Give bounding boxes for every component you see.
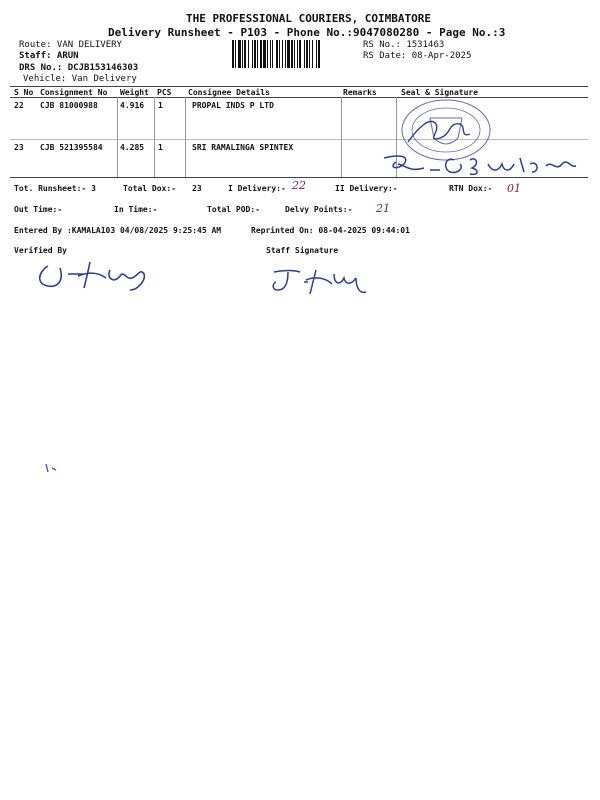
runsheet-title: Delivery Runsheet - P103 - Phone No.:9047080280 - Page No.:3 — [108, 26, 506, 39]
barcode-bar — [238, 40, 241, 68]
row-consignment: CJB 81000988 — [40, 101, 98, 110]
delvy-points-label: Delvy Points:- — [285, 205, 353, 214]
total-dox-value: 23 — [192, 184, 202, 193]
total-dox-label: Total Dox:- — [123, 184, 176, 193]
barcode-bar — [242, 40, 243, 68]
col-divider — [185, 97, 186, 177]
barcode-bar — [299, 40, 301, 68]
barcode-bar — [263, 40, 266, 68]
row-weight: 4.285 — [120, 143, 145, 152]
barcode-bar — [270, 40, 271, 68]
row-pcs: 1 — [158, 101, 163, 110]
col-header-weight: Weight — [120, 88, 149, 97]
route-label: Route: VAN DELIVERY — [19, 40, 122, 50]
out-time-label: Out Time:- — [14, 205, 63, 214]
barcode — [232, 40, 358, 68]
col-divider — [117, 97, 118, 177]
rtn-dox-label: RTN Dox:- — [449, 184, 493, 193]
rs-number: RS No.: 1531463 — [363, 40, 445, 50]
vehicle-label: Vehicle: Van Delivery — [23, 74, 137, 84]
staff-label: Staff: ARUN — [19, 51, 79, 61]
reprinted-on: Reprinted On: 08-04-2025 09:44:01 — [251, 226, 410, 235]
barcode-bar — [257, 40, 258, 68]
rs-date: RS Date: 08-Apr-2025 — [363, 51, 472, 61]
row-consignee: PROPAL INDS P LTD — [192, 101, 274, 110]
barcode-bar — [309, 40, 310, 68]
barcode-bar — [304, 40, 305, 68]
table-row-rule — [10, 139, 588, 140]
barcode-bar — [260, 40, 262, 68]
table-header-rule — [10, 97, 588, 98]
barcode-bar — [232, 40, 234, 68]
barcode-bar — [297, 40, 298, 68]
barcode-bar — [312, 40, 313, 68]
in-time-label: In Time:- — [114, 205, 158, 214]
col-header-seal-signature: Seal & Signature — [401, 88, 479, 97]
barcode-bar — [252, 40, 253, 68]
table-top-rule — [10, 86, 588, 87]
barcode-bar — [285, 40, 286, 68]
staff-signature — [270, 264, 370, 298]
company-name: THE PROFESSIONAL COURIERS, COIMBATORE — [186, 12, 432, 25]
barcode-bar — [287, 40, 290, 68]
col-header-remarks: Remarks — [343, 88, 377, 97]
col-header-sno: S No — [14, 88, 34, 97]
delvy-points-handwritten: 21 — [376, 202, 390, 215]
pen-mark — [44, 462, 60, 474]
row-weight: 4.916 — [120, 101, 145, 110]
row-consignee: SRI RAMALINGA SPINTEX — [192, 143, 294, 152]
col-divider — [154, 97, 155, 177]
row-sno: 22 — [14, 101, 24, 110]
barcode-bar — [316, 40, 317, 68]
handwritten-note — [380, 150, 590, 184]
barcode-bar — [272, 40, 273, 68]
row-sno: 23 — [14, 143, 24, 152]
total-pod-label: Total POD:- — [207, 205, 260, 214]
barcode-bar — [267, 40, 268, 68]
barcode-bar — [254, 40, 256, 68]
barcode-bar — [244, 40, 246, 68]
barcode-bar — [235, 40, 236, 68]
rtn-dox-handwritten: 01 — [507, 182, 521, 195]
verified-by-signature — [34, 258, 164, 294]
entered-by: Entered By :KAMALA103 04/08/2025 9:25:45 AM — [14, 226, 222, 235]
barcode-bar — [291, 40, 293, 68]
staff-signature-label: Staff Signature — [266, 246, 339, 255]
barcode-bar — [276, 40, 278, 68]
col-header-pcs: PCS — [157, 88, 172, 97]
i-delivery-handwritten: 22 — [292, 179, 306, 192]
barcode-bar — [294, 40, 295, 68]
row-pcs: 1 — [158, 143, 163, 152]
col-header-consignee: Consignee Details — [188, 88, 270, 97]
row-consignment: CJB 521395584 — [40, 143, 103, 152]
col-divider — [341, 97, 342, 177]
ii-delivery-label: II Delivery:- — [335, 184, 398, 193]
col-header-consignment: Consignment No — [40, 88, 108, 97]
drs-number: DRS No.: DCJB153146303 — [19, 63, 139, 73]
verified-by-label: Verified By — [14, 246, 67, 255]
barcode-bar — [318, 40, 320, 68]
barcode-bar — [282, 40, 283, 68]
barcode-bar — [248, 40, 249, 68]
i-delivery-label: I Delivery:- — [228, 184, 286, 193]
barcode-bar — [306, 40, 308, 68]
barcode-bar — [279, 40, 280, 68]
total-runsheet: Tot. Runsheet:- 3 — [14, 184, 96, 193]
